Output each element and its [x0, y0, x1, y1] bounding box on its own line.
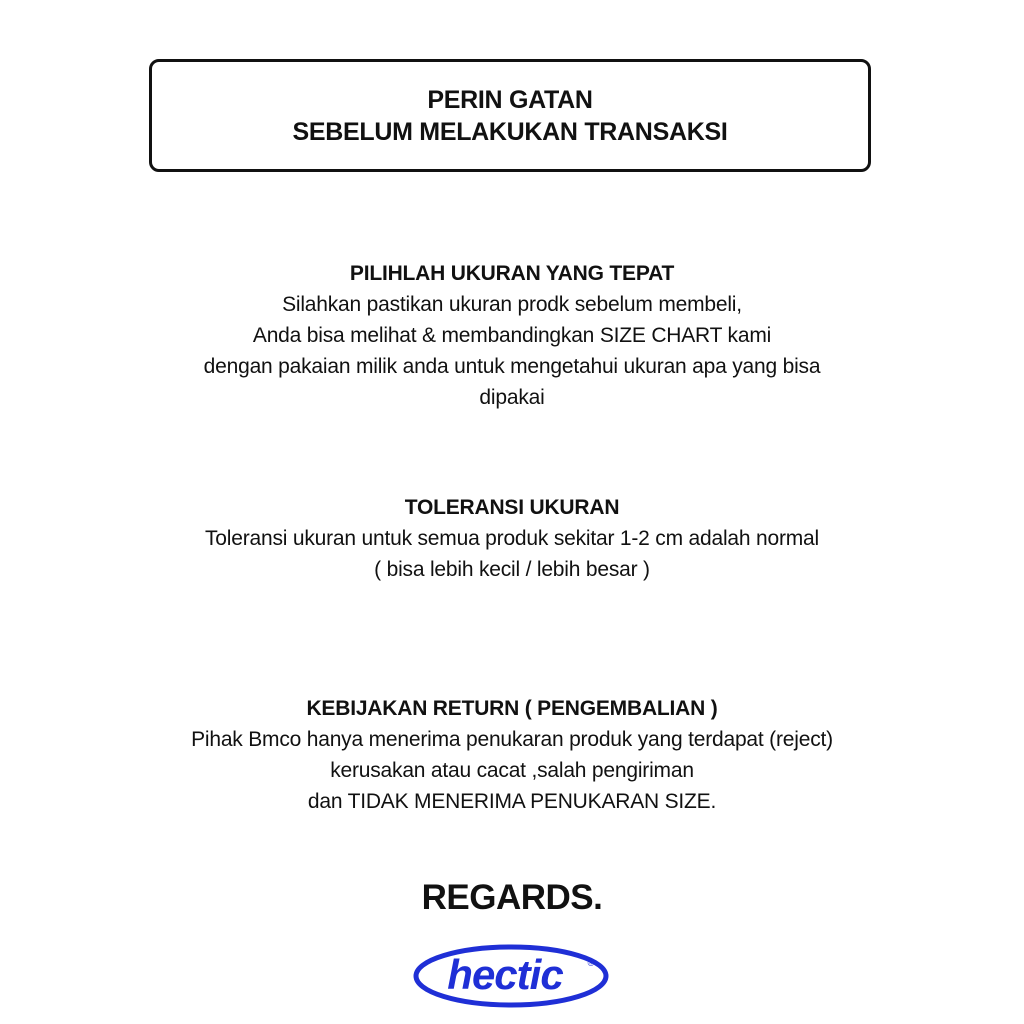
tolerance-section-heading: TOLERANSI UKURAN: [404, 496, 620, 519]
tolerance-section-line-1: Toleransi ukuran untuk semua produk sekitar 1-2 cm adalah normal: [204, 527, 820, 550]
return-section-line-3: [100, 786, 924, 817]
hectic-logo: [413, 944, 609, 1008]
return-section-heading: KEBIJAKAN RETURN ( PENGEMBALIAN ): [306, 697, 718, 720]
logo-wordmark: hectic: [447, 951, 563, 998]
logo-registered-mark: ®: [587, 958, 595, 968]
page-title-line-1: PERIN GATAN: [427, 85, 593, 114]
return-section: [100, 694, 924, 817]
title-box: [149, 59, 871, 172]
return-section-line-2: kerusakan atau cacat ,salah pengiriman: [330, 759, 694, 782]
no-size-exchange-emphasis: TIDAK MENERIMA PENUKARAN SIZE.: [347, 790, 717, 813]
size-section-line-3: dengan pakaian milik anda untuk mengetahui ukuran apa yang bisa: [203, 355, 821, 378]
return-line-3-text: dan: [307, 790, 348, 813]
size-section: [100, 259, 924, 413]
page-title-line-2: SEBELUM MELAKUKAN TRANSAKSI: [292, 117, 728, 146]
size-line-2-text-b: kami: [721, 324, 772, 347]
regards-closing: REGARDS.: [421, 878, 603, 917]
size-section-line-4: dipakai: [479, 386, 545, 409]
size-section-heading: PILIHLAH UKURAN YANG TEPAT: [349, 262, 675, 285]
tolerance-section-line-2: ( bisa lebih kecil / lebih besar ): [374, 558, 650, 581]
size-chart-emphasis: SIZE CHART: [599, 324, 722, 347]
size-section-line-2: [100, 320, 924, 351]
return-section-line-1: Pihak Bmco hanya menerima penukaran produk yang terdapat (reject): [191, 728, 833, 751]
tolerance-section: [100, 493, 924, 585]
size-section-line-1: Silahkan pastikan ukuran prodk sebelum membeli,: [282, 293, 742, 316]
size-line-2-text-a: Anda bisa melihat & membandingkan: [252, 324, 600, 347]
